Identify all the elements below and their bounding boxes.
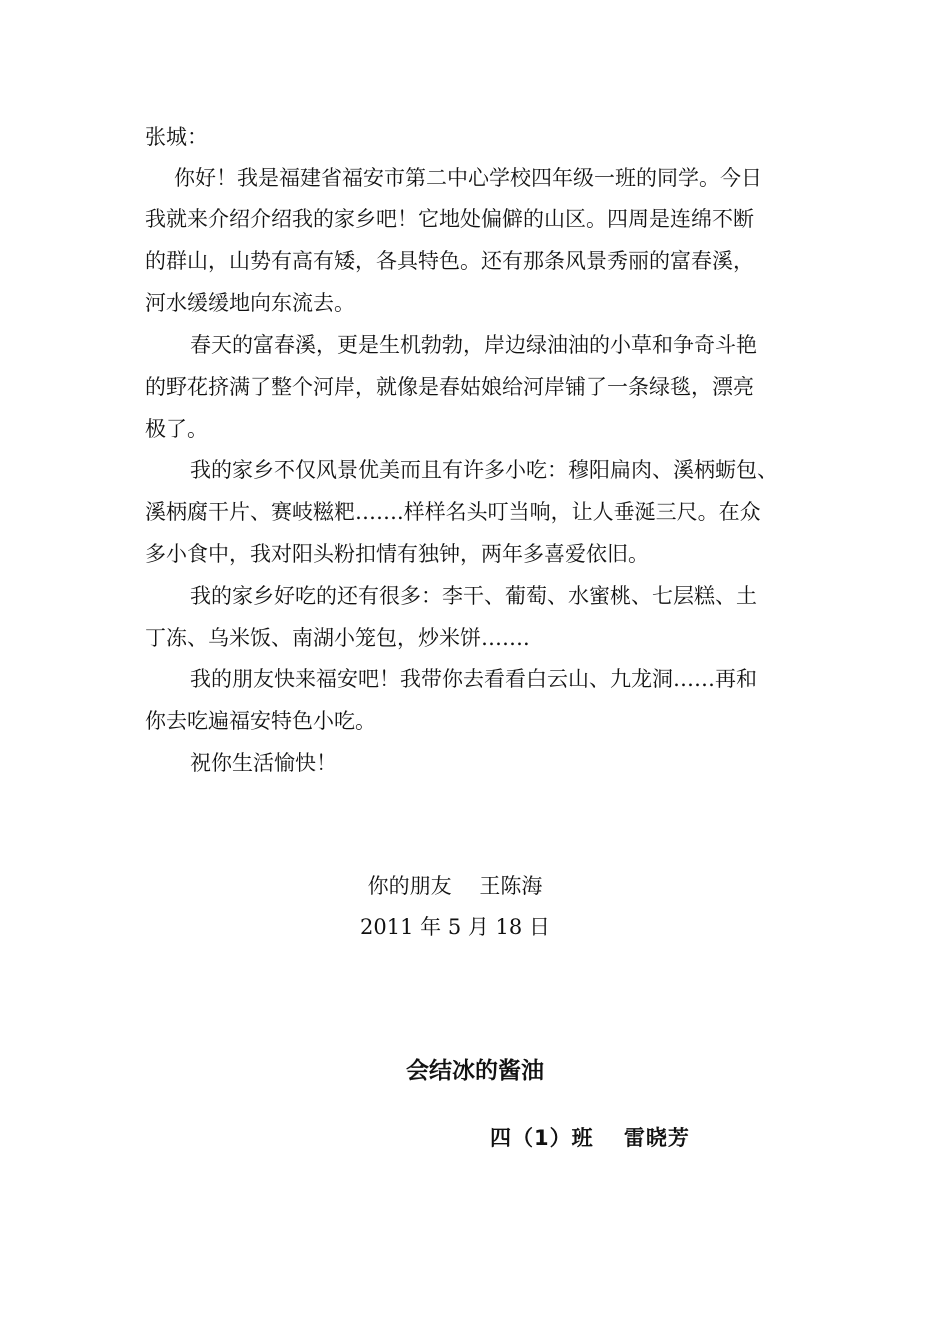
letter-salutation: 张城： bbox=[145, 125, 208, 149]
letter-line: 春天的富春溪，更是生机勃勃，岸边绿油油的小草和争奇斗艳 bbox=[190, 333, 757, 357]
letter-line: 我的朋友快来福安吧！我带你去看看白云山、九龙洞……再和 bbox=[190, 667, 757, 691]
essay-byline: 四（1）班 雷晓芳 bbox=[490, 1126, 690, 1150]
letter-line: 河水缓缓地向东流去。 bbox=[145, 291, 355, 315]
letter-signature: 你的朋友 王陈海 bbox=[367, 874, 543, 898]
essay-title: 会结冰的酱油 bbox=[406, 1058, 544, 1084]
letter-line: 我就来介绍介绍我的家乡吧！它地处偏僻的山区。四周是连绵不断 bbox=[145, 207, 754, 231]
letter-line: 丁冻、乌米饭、南湖小笼包，炒米饼……. bbox=[145, 626, 530, 650]
letter-line: 的群山，山势有高有矮，各具特色。还有那条风景秀丽的富春溪， bbox=[145, 249, 754, 273]
letter-date: 2011 年 5 月 18 日 bbox=[360, 915, 550, 939]
letter-line: 极了。 bbox=[145, 417, 208, 441]
letter-line: 溪柄腐干片、赛岐糍粑…….样样名头叮当响，让人垂涎三尺。在众 bbox=[145, 500, 761, 524]
letter-line: 多小食中，我对阳头粉扣情有独钟，两年多喜爱依旧。 bbox=[145, 542, 649, 566]
letter-closing: 祝你生活愉快！ bbox=[190, 751, 337, 775]
letter-line: 我的家乡不仅风景优美而且有许多小吃：穆阳扁肉、溪柄蛎包、 bbox=[190, 458, 778, 482]
letter-line: 的野花挤满了整个河岸，就像是春姑娘给河岸铺了一条绿毯，漂亮 bbox=[145, 375, 754, 399]
letter-line: 我的家乡好吃的还有很多：李干、葡萄、水蜜桃、七层糕、土 bbox=[190, 584, 757, 608]
letter-line: 你好！我是福建省福安市第二中心学校四年级一班的同学。今日 bbox=[174, 166, 762, 190]
letter-line: 你去吃遍福安特色小吃。 bbox=[145, 709, 376, 733]
